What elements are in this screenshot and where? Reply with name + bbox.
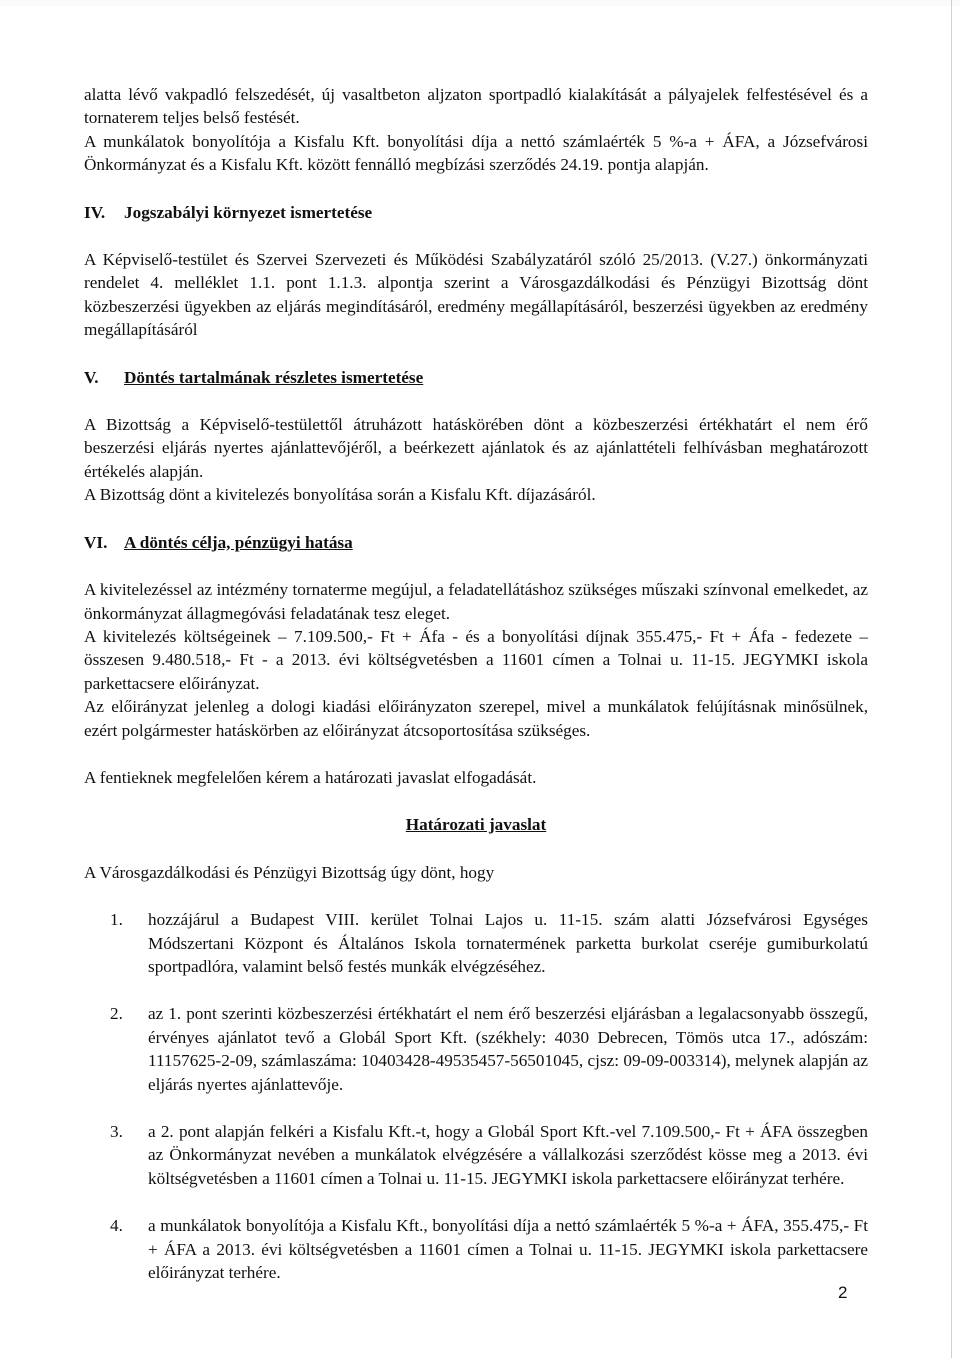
section-4-number: IV. (84, 202, 106, 222)
section-4-paragraph: A Képviselő-testület és Szervei Szervezeti és Működési Szabályzatáról szóló 25/2013. (V.27.) önkormányzati rendelet 4. melléklet 1.1. pont 1.1.3. alpontja szerint a Városgazdálkodási és Pénzügyi Bizottság dönt közbeszerzési ügyekben az eljárás megindításáról, eredmény megállapításáról, beszerzési ügyekben az eredmény megállapításáról (84, 250, 868, 340)
section-5-number: V. (84, 367, 99, 387)
section-6-title: A döntés célja, pénzügyi hatása (124, 532, 353, 552)
intro-paragraph-1: alatta lévő vakpadló felszedését, új vasaltbeton aljzaton sportpadló kialakítását a pályajelek felfestésével és a tornaterem teljes belső festését. (84, 85, 868, 128)
section-6-number: VI. (84, 532, 108, 552)
resolution-item-text: hozzájárul a Budapest VIII. kerület Tolnai Lajos u. 11-15. szám alatti Józsefvárosi Egységes Módszertani Központ és Általános Iskola tornatermének parketta burkolat cseréje gumiburkolatú sportpadlóra, valamint belső festés munkák elvégzéséhez. (148, 910, 868, 976)
resolution-list (84, 908, 868, 1284)
page-number: 2 (838, 1283, 848, 1302)
resolution-item-number: 2. (110, 1004, 123, 1024)
resolution-item (84, 908, 868, 978)
section-6-paragraph-2: A kivitelezés költségeinek – 7.109.500,- Ft + Áfa - és a bonyolítási díjnak 355.475,- Ft + Áfa - fedezete – összesen 9.480.518,- Ft - a 2013. évi költségvetésben a 11601 címen a Tolnai u. 11-15. JEGYMKI iskola parkettacsere előirányzat. (84, 626, 868, 693)
resolution-title: Határozati javaslat (405, 815, 547, 835)
document-page (84, 83, 868, 1308)
section-6-heading (84, 531, 868, 554)
section-6-paragraph-3: Az előirányzat jelenleg a dologi kiadási előirányzaton szerepel, mivel a munkálatok felújításnak minősülnek, ezért polgármester hatáskörben az előirányzat átcsoportosítása szükséges. (84, 697, 868, 740)
section-5-title: Döntés tartalmának részletes ismertetése (124, 367, 424, 387)
section-5-heading (84, 366, 868, 389)
resolution-item-number: 4. (110, 1216, 123, 1236)
resolution-lead: A Városgazdálkodási és Pénzügyi Bizottság úgy dönt, hogy (84, 862, 495, 882)
scan-edge-top (0, 0, 960, 6)
section-4-heading (84, 201, 868, 224)
scan-edge-right (951, 0, 952, 1358)
section-6-paragraph-4: A fentieknek megfelelően kérem a határozati javaslat elfogadását. (84, 767, 537, 787)
resolution-item-number: 1. (110, 910, 123, 930)
resolution-item-text: a munkálatok bonyolítója a Kisfalu Kft., bonyolítási díja a nettó számlaérték 5 %-a + ÁFA, 355.475,- Ft + ÁFA a 2013. évi költségvetésben a 11601 címen a Tolnai u. 11-15. JEGYMKI iskola parkettacsere előirányzat terhére. (148, 1216, 868, 1283)
section-6-paragraph-1: A kivitelezéssel az intézmény tornaterme megújul, a feladatellátáshoz szükséges műszaki színvonal emelkedet, az önkormányzat állagmegóvási feladatának tesz eleget. (84, 580, 868, 623)
resolution-item-text: a 2. pont alapján felkéri a Kisfalu Kft.-t, hogy a Globál Sport Kft.-vel 7.109.500,- Ft + ÁFA összegben az Önkormányzat nevében a munkálatok elvégzésére a vállalkozási szerződést kösse meg a 2013. évi költségvetésben a 11601 címen a Tolnai u. 11-15. JEGYMKI iskola parkettacsere előirányzat terhére. (148, 1122, 868, 1188)
resolution-item-text: az 1. pont szerinti közbeszerzési értékhatárt el nem érő beszerzési eljárásban a legalacsonyabb összegű, érvényes ajánlatot tevő a Globál Sport Kft. (székhely: 4030 Debrecen, Tömös utca 17., adószám: 11157625-2-09, számlaszáma: 10403428-49535457-56501045, cjsz: 09-09-003314), melynek alapján az eljárás nyertes ajánlattevője. (148, 1004, 868, 1094)
section-4-title: Jogszabályi környezet ismertetése (124, 202, 373, 222)
section-5-paragraph-2: A Bizottság dönt a kivitelezés bonyolítása során a Kisfalu Kft. díjazásáról. (84, 485, 596, 505)
resolution-item (84, 1002, 868, 1096)
resolution-item-number: 3. (110, 1122, 123, 1141)
resolution-item (84, 1120, 868, 1190)
section-5-paragraph-1: A Bizottság a Képviselő-testülettől átruházott hatáskörében dönt a közbeszerzési értékhatárt el nem érő beszerzési eljárás nyertes ajánlattevőjéről, a beérkezett ajánlatok és az ajánlattételi felhívásban meghatározott értékelés alapján. (84, 415, 868, 481)
intro-paragraph-2: A munkálatok bonyolítója a Kisfalu Kft. bonyolítási díja a nettó számlaérték 5 %-a + ÁFA, a Józsefvárosi Önkormányzat és a Kisfalu Kft. között fennálló megbízási szerződés 24.19. pontja alapján. (84, 131, 868, 175)
resolution-item (84, 1214, 868, 1284)
